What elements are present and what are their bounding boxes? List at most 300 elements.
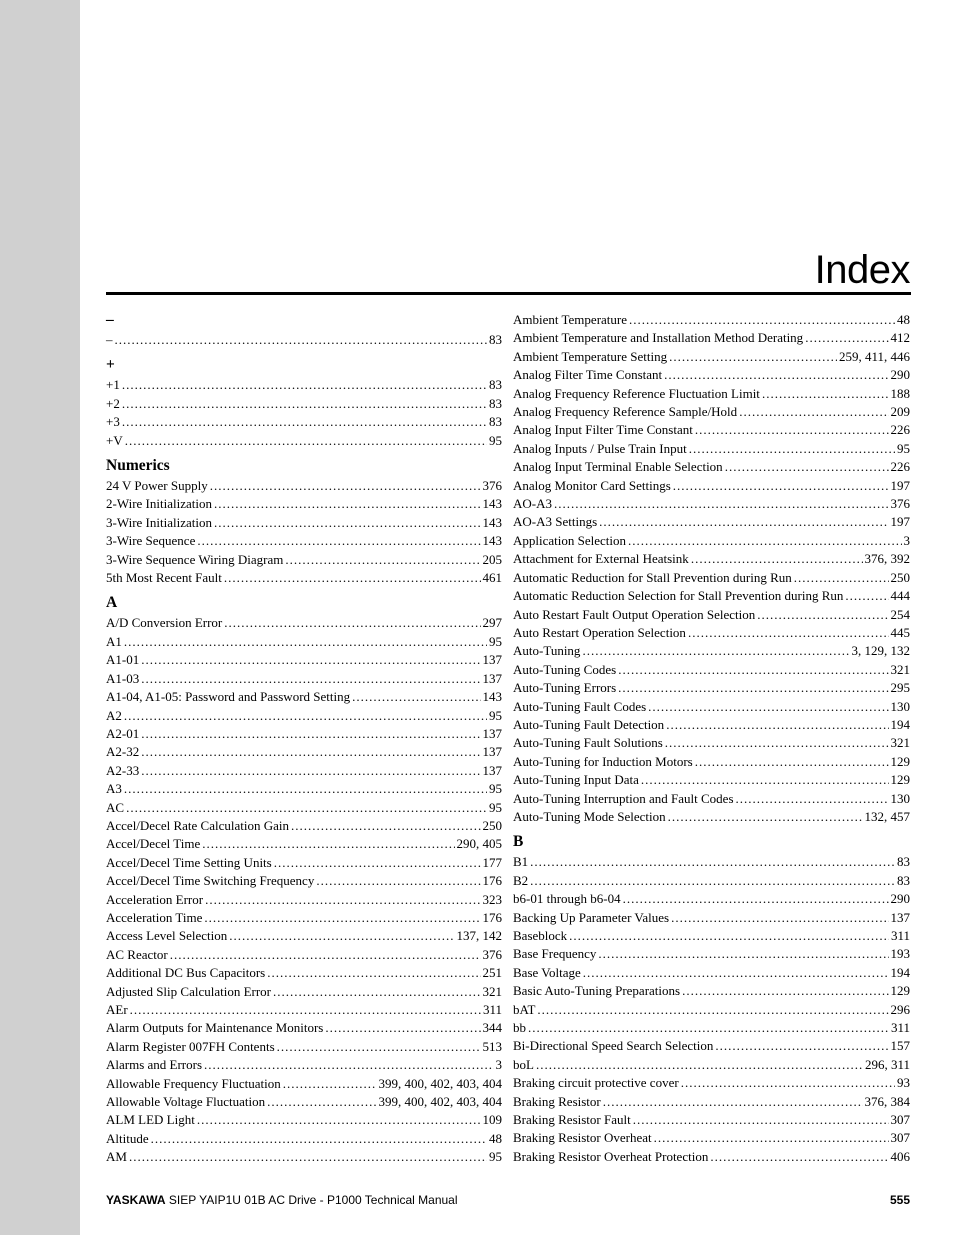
- index-page-refs: 311: [482, 1002, 502, 1017]
- index-page-refs: 137: [482, 670, 502, 686]
- index-column-left: [106, 311, 502, 1167]
- index-entry: [106, 413, 502, 431]
- dot-leader: [618, 661, 888, 679]
- index-page-refs: 296: [890, 1001, 910, 1017]
- index-entry: [513, 587, 910, 605]
- index-page-refs: 297: [482, 615, 502, 631]
- dot-leader: [628, 532, 901, 550]
- dot-leader: [695, 421, 889, 439]
- dot-leader: [668, 808, 863, 826]
- dot-leader: [122, 413, 487, 431]
- index-entry: [106, 725, 502, 743]
- index-term: Auto-Tuning Fault Codes: [513, 698, 647, 714]
- index-page-refs: 226: [890, 459, 910, 475]
- dot-leader: [141, 725, 480, 743]
- index-term: B1: [513, 854, 529, 870]
- dot-leader: [641, 771, 889, 789]
- index-page-refs: 259, 411, 446: [838, 348, 910, 364]
- index-term: A1-04, A1-05: Password and Password Setting: [106, 689, 351, 705]
- index-entry: [106, 946, 502, 964]
- index-entry: [106, 743, 502, 761]
- dot-leader: [126, 799, 487, 817]
- index-entry: [106, 909, 502, 927]
- index-page-refs: 129: [890, 753, 910, 769]
- index-page-refs: 376: [482, 946, 502, 962]
- index-entry: [106, 1093, 502, 1111]
- index-term: A1-01: [106, 652, 140, 668]
- index-term: Auto-Tuning Fault Solutions: [513, 735, 663, 751]
- index-page-refs: 193: [890, 946, 910, 962]
- index-page-refs: 399, 400, 402, 403, 404: [378, 1075, 502, 1091]
- index-page-refs: 321: [890, 661, 910, 677]
- index-term: Accel/Decel Rate Calculation Gain: [106, 817, 290, 833]
- index-page-refs: 3: [903, 532, 910, 548]
- index-entry: [106, 688, 502, 706]
- index-term: Braking Resistor Overheat Protection: [513, 1148, 709, 1164]
- index-term: Acceleration Time: [106, 909, 203, 925]
- dot-leader: [666, 716, 888, 734]
- index-page-refs: 376, 384: [864, 1093, 910, 1109]
- index-page-refs: 143: [482, 496, 502, 512]
- index-entry: [106, 1038, 502, 1056]
- index-term: 2-Wire Initialization: [106, 496, 212, 512]
- index-term: Analog Inputs / Pulse Train Input: [513, 440, 687, 456]
- dot-leader: [599, 513, 888, 531]
- index-term: Baseblock: [513, 928, 568, 943]
- dot-leader: [530, 872, 895, 890]
- dot-leader: [689, 440, 895, 458]
- index-page-refs: 177: [482, 854, 502, 870]
- index-term: B2: [513, 872, 529, 888]
- dot-leader: [654, 1129, 889, 1147]
- index-entry: [106, 569, 502, 587]
- dot-leader: [691, 550, 863, 568]
- index-page-refs: 129: [890, 772, 910, 788]
- index-page-refs: 197: [890, 514, 910, 530]
- index-entry: [513, 909, 910, 927]
- index-term: Auto-Tuning: [513, 643, 581, 659]
- index-term: boL: [513, 1056, 534, 1072]
- dot-leader: [710, 1148, 888, 1166]
- dot-leader: [151, 1130, 487, 1148]
- index-term: Analog Monitor Card Settings: [513, 477, 671, 493]
- index-term: Auto Restart Fault Output Operation Selection: [513, 606, 756, 622]
- dot-leader: [122, 395, 487, 413]
- dot-leader: [277, 1038, 481, 1056]
- dot-leader: [204, 909, 480, 927]
- index-entry: [513, 964, 910, 982]
- index-entry: [513, 771, 910, 789]
- index-entry: [513, 329, 910, 347]
- dot-leader: [528, 1019, 889, 1037]
- index-page-refs: 95: [897, 440, 910, 456]
- index-term: Additional DC Bus Capacitors: [106, 965, 266, 981]
- index-term: Accel/Decel Time Setting Units: [106, 854, 272, 870]
- index-entry: [513, 569, 910, 587]
- dot-leader: [316, 872, 480, 890]
- dot-leader: [688, 624, 889, 642]
- index-entry: [106, 532, 502, 550]
- dot-leader: [673, 477, 889, 495]
- index-term: Adjusted Slip Calculation Error: [106, 983, 272, 999]
- index-entry: [513, 348, 910, 366]
- index-term: AEr: [106, 1002, 128, 1017]
- index-page-refs: 83: [489, 414, 502, 430]
- index-page-refs: 307: [890, 1112, 910, 1128]
- dot-leader: [736, 790, 889, 808]
- index-page-refs: 3: [495, 1057, 502, 1073]
- index-page-refs: 250: [890, 569, 910, 585]
- dot-leader: [130, 1001, 481, 1019]
- index-page-refs: 93: [897, 1075, 910, 1091]
- index-entry: [106, 983, 502, 1001]
- dot-leader: [224, 614, 480, 632]
- index-entry: [513, 982, 910, 1000]
- index-term: Auto-Tuning Fault Detection: [513, 716, 665, 732]
- index-term: Auto Restart Operation Selection: [513, 624, 686, 640]
- dot-leader: [664, 366, 888, 384]
- index-term: +1: [106, 377, 120, 393]
- dot-leader: [623, 890, 889, 908]
- index-entry: [106, 817, 502, 835]
- index-page-refs: 250: [482, 817, 502, 833]
- dot-leader: [115, 331, 488, 349]
- dot-leader: [273, 983, 480, 1001]
- index-section-heading: Numerics: [106, 457, 170, 475]
- index-page-refs: 176: [482, 873, 502, 889]
- index-entry: [106, 1001, 502, 1019]
- index-term: Altitude: [106, 1130, 149, 1146]
- dot-leader: [141, 762, 480, 780]
- index-term: Analog Filter Time Constant: [513, 367, 663, 383]
- index-entry: [106, 614, 502, 632]
- index-entry: [513, 1148, 910, 1166]
- index-entry: [513, 458, 910, 476]
- dot-leader: [205, 891, 480, 909]
- index-entry: [513, 808, 910, 826]
- dot-leader: [124, 707, 487, 725]
- index-term: 5th Most Recent Fault: [106, 570, 222, 586]
- dot-leader: [618, 679, 888, 697]
- index-term: 24 V Power Supply: [106, 478, 208, 494]
- index-page-refs: 157: [890, 1038, 910, 1054]
- index-page-refs: 399, 400, 402, 403, 404: [378, 1094, 502, 1110]
- index-entry: [513, 550, 910, 568]
- index-entry: [513, 1129, 910, 1147]
- index-term: 3-Wire Initialization: [106, 514, 212, 530]
- dot-leader: [603, 1093, 863, 1111]
- index-page-refs: 95: [489, 1149, 502, 1165]
- dot-leader: [141, 670, 480, 688]
- index-page-refs: 290, 405: [456, 836, 502, 852]
- index-entry: [106, 477, 502, 495]
- index-page-refs: 376: [482, 478, 502, 494]
- index-term: Alarm Outputs for Maintenance Monitors: [106, 1020, 324, 1036]
- index-page-refs: 197: [890, 477, 910, 493]
- index-entry: [106, 780, 502, 798]
- index-page-refs: 48: [489, 1130, 502, 1146]
- index-page-refs: 194: [890, 716, 910, 732]
- index-entry: [106, 670, 502, 688]
- dot-leader: [122, 376, 487, 394]
- index-entry: [106, 927, 502, 945]
- index-entry: [513, 734, 910, 752]
- index-page-refs: 323: [482, 891, 502, 907]
- index-page-refs: 307: [890, 1130, 910, 1146]
- index-entry: [513, 1093, 910, 1111]
- index-term: A2-32: [106, 744, 140, 760]
- dot-leader: [214, 514, 481, 532]
- footer-manual-title: [106, 1193, 458, 1207]
- index-term: A2-33: [106, 762, 140, 778]
- index-entry: [106, 1130, 502, 1148]
- index-page-refs: 95: [489, 781, 502, 797]
- index-page-refs: 48: [897, 312, 910, 327]
- index-term: bb: [513, 1020, 526, 1036]
- dot-leader: [682, 982, 888, 1000]
- title-rule: [106, 292, 911, 295]
- index-term: b6-01 through b6-04: [513, 891, 621, 907]
- dot-leader: [229, 927, 454, 945]
- dot-leader: [739, 403, 888, 421]
- index-entry: [513, 753, 910, 771]
- index-page-refs: 130: [890, 790, 910, 806]
- index-entry: [513, 1074, 910, 1092]
- index-page-refs: 137: [482, 762, 502, 778]
- index-term: Analog Frequency Reference Fluctuation Limit: [513, 385, 760, 401]
- index-page-refs: 95: [489, 432, 502, 448]
- index-entry: [106, 1148, 502, 1166]
- index-term: A1-03: [106, 670, 140, 686]
- index-section-heading: –: [106, 311, 114, 328]
- dot-leader: [582, 642, 849, 660]
- index-page-refs: 83: [489, 332, 502, 347]
- index-term: Alarms and Errors: [106, 1057, 203, 1073]
- index-page-refs: 137: [482, 744, 502, 760]
- index-page-refs: 137, 142: [456, 928, 502, 944]
- index-term: AM: [106, 1149, 127, 1165]
- dot-leader: [267, 964, 480, 982]
- dot-leader: [633, 1111, 889, 1129]
- index-entry: [513, 366, 910, 384]
- page-title: Index: [814, 248, 910, 292]
- index-page-refs: 132, 457: [864, 808, 910, 824]
- index-term: A/D Conversion Error: [106, 615, 223, 631]
- index-term: Ambient Temperature: [513, 312, 628, 327]
- dot-leader: [285, 551, 480, 569]
- index-term: Braking circuit protective cover: [513, 1075, 679, 1091]
- index-term: Auto-Tuning Interruption and Fault Codes: [513, 790, 734, 806]
- index-entry: [106, 331, 502, 349]
- index-page-refs: 290: [890, 367, 910, 383]
- index-page-refs: 176: [482, 909, 502, 925]
- dot-leader: [762, 385, 889, 403]
- index-page-refs: 83: [489, 377, 502, 393]
- index-page-refs: 137: [890, 909, 910, 925]
- page-number: 555: [889, 1193, 910, 1207]
- index-entry: [106, 1075, 502, 1093]
- index-page-refs: 296, 311: [864, 1056, 910, 1072]
- index-entry: [513, 403, 910, 421]
- index-term: Automatic Reduction Selection for Stall Prevention during Run: [513, 588, 844, 604]
- gray-side-margin: [0, 0, 80, 1235]
- index-page-refs: 412: [890, 330, 910, 346]
- dot-leader: [845, 587, 888, 605]
- index-entry: [106, 495, 502, 513]
- dot-leader: [170, 946, 481, 964]
- index-page-refs: 311: [890, 928, 910, 943]
- index-page-refs: 143: [482, 689, 502, 705]
- index-entry: [513, 1111, 910, 1129]
- index-term: Braking Resistor Overheat: [513, 1130, 652, 1146]
- index-term: AC: [106, 799, 125, 815]
- index-page-refs: 444: [890, 588, 910, 604]
- index-page-refs: 3, 129, 132: [851, 643, 910, 659]
- dot-leader: [325, 1019, 480, 1037]
- dot-leader: [202, 835, 454, 853]
- index-entry: [106, 835, 502, 853]
- dot-leader: [210, 477, 481, 495]
- index-entry: [513, 890, 910, 908]
- index-term: Braking Resistor: [513, 1093, 601, 1109]
- index-page-refs: 83: [897, 854, 910, 870]
- index-page-refs: 344: [482, 1020, 502, 1036]
- index-page-refs: 209: [890, 404, 910, 420]
- index-term: A2-01: [106, 725, 140, 741]
- index-entry: [106, 854, 502, 872]
- index-entry: [106, 891, 502, 909]
- index-term: Acceleration Error: [106, 891, 204, 907]
- index-term: –: [106, 332, 113, 347]
- index-page-refs: 376: [890, 496, 910, 512]
- index-page-refs: 137: [482, 652, 502, 668]
- index-term: 3-Wire Sequence: [106, 533, 196, 549]
- index-term: Backing Up Parameter Values: [513, 909, 670, 925]
- dot-leader: [283, 1075, 377, 1093]
- dot-leader: [124, 633, 487, 651]
- dot-leader: [537, 1001, 888, 1019]
- index-term: Analog Input Terminal Enable Selection: [513, 459, 723, 475]
- index-entry: [513, 1056, 910, 1074]
- index-term: 3-Wire Sequence Wiring Diagram: [106, 551, 284, 567]
- index-term: A1: [106, 633, 122, 649]
- index-term: Bi-Directional Speed Search Selection: [513, 1038, 714, 1054]
- index-page-refs: 445: [890, 624, 910, 640]
- dot-leader: [274, 854, 481, 872]
- index-entry: [513, 698, 910, 716]
- dot-leader: [665, 734, 889, 752]
- page-footer: [106, 1193, 910, 1207]
- index-term: A2: [106, 707, 122, 723]
- index-entry: [513, 513, 910, 531]
- index-entry: [513, 872, 910, 890]
- index-entry: [106, 551, 502, 569]
- index-term: Auto-Tuning Codes: [513, 661, 617, 677]
- index-term: AC Reactor: [106, 946, 168, 962]
- index-page-refs: 406: [890, 1148, 910, 1164]
- index-page-refs: 143: [482, 514, 502, 530]
- index-page-refs: 513: [482, 1038, 502, 1054]
- index-term: Braking Resistor Fault: [513, 1112, 631, 1128]
- index-entry: [513, 661, 910, 679]
- index-entry: [513, 1019, 910, 1037]
- index-term: Access Level Selection: [106, 928, 228, 944]
- index-section-heading: +: [106, 356, 115, 374]
- dot-leader: [267, 1093, 376, 1111]
- index-entry: [513, 1001, 910, 1019]
- dot-leader: [681, 1074, 895, 1092]
- index-entry: [106, 1111, 502, 1129]
- index-entry: [106, 707, 502, 725]
- dot-leader: [129, 1148, 487, 1166]
- dot-leader: [669, 348, 837, 366]
- dot-leader: [125, 432, 487, 450]
- dot-leader: [197, 1111, 481, 1129]
- index-term: Application Selection: [513, 532, 627, 548]
- index-page-refs: 205: [482, 551, 502, 567]
- index-entry: [106, 651, 502, 669]
- dot-leader: [629, 311, 895, 329]
- index-term: bAT: [513, 1001, 536, 1017]
- dot-leader: [757, 606, 888, 624]
- dot-leader: [598, 945, 888, 963]
- index-entry: [106, 872, 502, 890]
- index-entry: [106, 1056, 502, 1074]
- index-term: Ambient Temperature and Installation Method Derating: [513, 330, 804, 346]
- index-term: A3: [106, 781, 122, 797]
- dot-leader: [141, 743, 480, 761]
- index-page-refs: 95: [489, 799, 502, 815]
- index-column-right: [513, 311, 910, 1166]
- index-page-refs: 376, 392: [864, 551, 910, 567]
- index-entry: [513, 642, 910, 660]
- index-entry: [513, 532, 910, 550]
- index-entry: [513, 311, 910, 329]
- index-term: Auto-Tuning Errors: [513, 680, 617, 696]
- index-term: Ambient Temperature Setting: [513, 348, 668, 364]
- index-term: AO-A3 Settings: [513, 514, 598, 530]
- index-entry: [106, 395, 502, 413]
- dot-leader: [695, 753, 889, 771]
- index-term: Accel/Decel Time: [106, 836, 201, 852]
- index-term: Allowable Voltage Fluctuation: [106, 1094, 266, 1110]
- dot-leader: [197, 532, 480, 550]
- index-term: Alarm Register 007FH Contents: [106, 1038, 275, 1054]
- index-entry: [513, 945, 910, 963]
- index-term: Analog Frequency Reference Sample/Hold: [513, 404, 738, 420]
- dot-leader: [530, 853, 895, 871]
- index-entry: [513, 385, 910, 403]
- index-term: Auto-Tuning for Induction Motors: [513, 753, 693, 769]
- dot-leader: [536, 1056, 863, 1074]
- index-entry: [513, 421, 910, 439]
- index-page-refs: 295: [890, 680, 910, 696]
- index-term: Base Voltage: [513, 964, 581, 980]
- dot-leader: [715, 1037, 888, 1055]
- index-entry: [106, 964, 502, 982]
- index-page-refs: 226: [890, 422, 910, 438]
- index-entry: [106, 1019, 502, 1037]
- index-page-refs: 254: [890, 606, 910, 622]
- index-entry: [513, 853, 910, 871]
- index-entry: [106, 762, 502, 780]
- index-page-refs: 290: [890, 891, 910, 907]
- dot-leader: [141, 651, 480, 669]
- dot-leader: [583, 964, 889, 982]
- index-entry: [513, 495, 910, 513]
- dot-leader: [671, 909, 888, 927]
- index-entry: [513, 606, 910, 624]
